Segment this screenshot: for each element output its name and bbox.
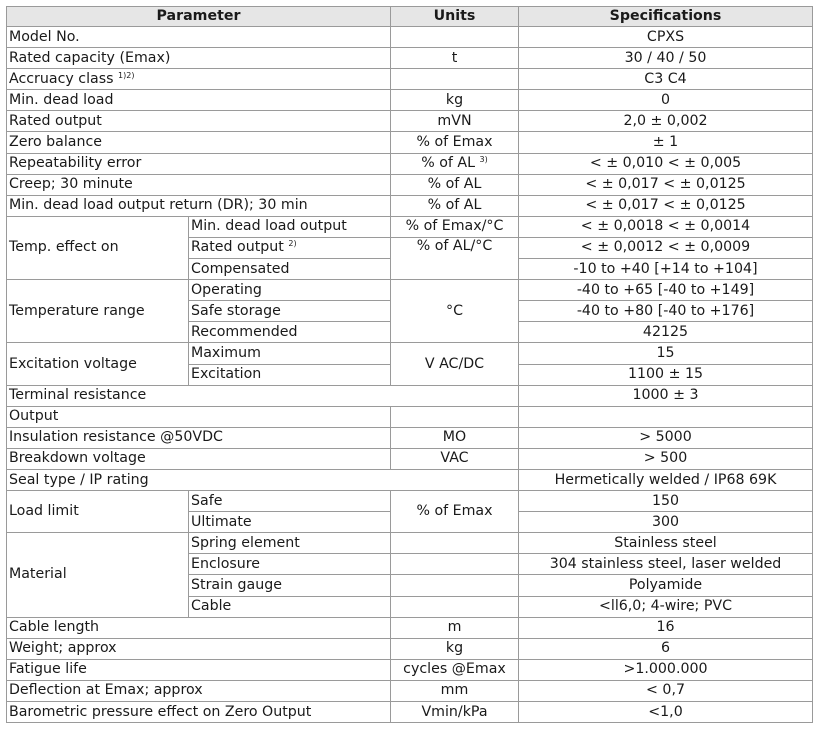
- spec-cell: >1.000.000: [519, 659, 813, 680]
- units-cell: [391, 153, 519, 174]
- spec-cell: < ± 0,017 < ± 0,0125: [519, 174, 813, 195]
- table-row: [7, 533, 813, 554]
- sub-label: Maximum: [189, 343, 391, 364]
- spec-cell: Hermetically welded / IP68 69K: [519, 469, 813, 490]
- param-label: Repeatability error: [7, 153, 391, 174]
- table-row: [7, 448, 813, 469]
- table-row: [7, 195, 813, 216]
- sub-label: Min. dead load output: [189, 216, 391, 237]
- spec-cell: 15: [519, 343, 813, 364]
- group-label: Load limit: [7, 491, 189, 533]
- spec-cell: > 5000: [519, 427, 813, 448]
- spec-cell: 0: [519, 90, 813, 111]
- units-cell: [391, 554, 519, 575]
- param-label: Min. dead load output return (DR); 30 min: [7, 195, 391, 216]
- units-text: % of AL: [421, 155, 476, 172]
- param-label: Creep; 30 minute: [7, 174, 391, 195]
- param-label: Min. dead load: [7, 90, 391, 111]
- param-label: Insulation resistance @50VDC: [7, 427, 391, 448]
- sub-label: Ultimate: [189, 512, 391, 533]
- units-cell: % of AL/°C: [391, 237, 519, 279]
- param-label: Model No.: [7, 27, 391, 48]
- param-label-text: Accruacy class: [9, 70, 114, 87]
- units-cell: m: [391, 617, 519, 638]
- spec-cell: 304 stainless steel, laser welded: [519, 554, 813, 575]
- param-label: Cable length: [7, 617, 391, 638]
- spec-cell: Polyamide: [519, 575, 813, 596]
- sub-label: Spring element: [189, 533, 391, 554]
- units-cell: % of Emax/°C: [391, 216, 519, 237]
- units-cell: kg: [391, 638, 519, 659]
- units-cell: [391, 533, 519, 554]
- table-row: [7, 280, 813, 301]
- sub-label: Enclosure: [189, 554, 391, 575]
- spec-cell: <1,0: [519, 702, 813, 723]
- sub-label: Cable: [189, 596, 391, 617]
- table-row: [7, 406, 813, 427]
- param-label: Rated capacity (Emax): [7, 48, 391, 69]
- param-label: Seal type / IP rating: [7, 469, 519, 490]
- spec-cell: < 0,7: [519, 680, 813, 701]
- table-row: [7, 427, 813, 448]
- spec-cell: Stainless steel: [519, 533, 813, 554]
- param-label: Deflection at Emax; approx: [7, 680, 391, 701]
- table-row: [7, 48, 813, 69]
- table-row: [7, 702, 813, 723]
- table-row: [7, 27, 813, 48]
- spec-cell: -40 to +65 [-40 to +149]: [519, 280, 813, 301]
- units-cell: V AC/DC: [391, 343, 519, 385]
- param-label: Fatigue life: [7, 659, 391, 680]
- spec-cell: > 500: [519, 448, 813, 469]
- header-row: [7, 7, 813, 27]
- sub-label: Safe storage: [189, 301, 391, 322]
- param-label: Zero balance: [7, 132, 391, 153]
- spec-cell: [519, 406, 813, 427]
- table-row: [7, 153, 813, 174]
- table-row: [7, 638, 813, 659]
- units-cell: mm: [391, 680, 519, 701]
- units-cell: VAC: [391, 448, 519, 469]
- units-cell: mVN: [391, 111, 519, 132]
- header-specifications: Specifications: [519, 7, 813, 27]
- table-row: [7, 69, 813, 90]
- footnote-ref: 1)2): [118, 70, 135, 80]
- table-row: [7, 216, 813, 237]
- param-label: Barometric pressure effect on Zero Output: [7, 702, 391, 723]
- spec-cell: < ± 0,010 < ± 0,005: [519, 153, 813, 174]
- sub-label: Safe: [189, 491, 391, 512]
- param-label: Output: [7, 406, 391, 427]
- units-cell: % of AL: [391, 195, 519, 216]
- spec-cell: ± 1: [519, 132, 813, 153]
- units-cell: [391, 69, 519, 90]
- units-cell: [391, 406, 519, 427]
- spec-cell: 2,0 ± 0,002: [519, 111, 813, 132]
- spec-cell: 42125: [519, 322, 813, 343]
- table-row: [7, 174, 813, 195]
- spec-cell: -10 to +40 [+14 to +104]: [519, 259, 813, 280]
- table-row: [7, 343, 813, 364]
- table-row: [7, 469, 813, 490]
- spec-cell: 6: [519, 638, 813, 659]
- spec-cell: <ll6,0; 4-wire; PVC: [519, 596, 813, 617]
- units-cell: MO: [391, 427, 519, 448]
- table-row: [7, 90, 813, 111]
- spec-cell: < ± 0,0012 < ± 0,0009: [519, 237, 813, 258]
- spec-cell: < ± 0,0018 < ± 0,0014: [519, 216, 813, 237]
- units-cell: [391, 27, 519, 48]
- units-cell: % of Emax: [391, 132, 519, 153]
- table-row: [7, 659, 813, 680]
- sub-label: Compensated: [189, 259, 391, 280]
- sub-label-text: Rated output: [191, 239, 284, 256]
- spec-cell: 1000 ± 3: [519, 385, 813, 406]
- table-row: [7, 680, 813, 701]
- param-label: Rated output: [7, 111, 391, 132]
- units-cell: t: [391, 48, 519, 69]
- spec-cell: 30 / 40 / 50: [519, 48, 813, 69]
- table-row: [7, 491, 813, 512]
- header-parameter: Parameter: [7, 7, 391, 27]
- units-cell: % of Emax: [391, 491, 519, 533]
- spec-cell: CPXS: [519, 27, 813, 48]
- sub-label: Excitation: [189, 364, 391, 385]
- param-label: [7, 69, 391, 90]
- spec-cell: C3 C4: [519, 69, 813, 90]
- units-cell: cycles @Emax: [391, 659, 519, 680]
- group-label: Excitation voltage: [7, 343, 189, 385]
- spec-cell: < ± 0,017 < ± 0,0125: [519, 195, 813, 216]
- spec-cell: 150: [519, 491, 813, 512]
- units-cell: [391, 596, 519, 617]
- units-cell: kg: [391, 90, 519, 111]
- footnote-ref: 3): [479, 155, 488, 165]
- group-label: Temperature range: [7, 280, 189, 343]
- sub-label: [189, 237, 391, 258]
- table-row: [7, 617, 813, 638]
- param-label: Terminal resistance: [7, 385, 519, 406]
- units-cell: [391, 575, 519, 596]
- spec-cell: 16: [519, 617, 813, 638]
- spec-cell: 1100 ± 15: [519, 364, 813, 385]
- units-cell: % of AL: [391, 174, 519, 195]
- footnote-ref: 2): [288, 239, 297, 249]
- spec-cell: -40 to +80 [-40 to +176]: [519, 301, 813, 322]
- sub-label: Recommended: [189, 322, 391, 343]
- sub-label: Operating: [189, 280, 391, 301]
- units-cell: Vmin/kPa: [391, 702, 519, 723]
- param-label: Breakdown voltage: [7, 448, 391, 469]
- spec-cell: 300: [519, 512, 813, 533]
- sub-label: Strain gauge: [189, 575, 391, 596]
- units-cell: °C: [391, 280, 519, 343]
- param-label: Weight; approx: [7, 638, 391, 659]
- group-label: Temp. effect on: [7, 216, 189, 279]
- table-row: [7, 132, 813, 153]
- header-units: Units: [391, 7, 519, 27]
- specifications-table: [6, 6, 813, 723]
- group-label: Material: [7, 533, 189, 617]
- table-row: [7, 385, 813, 406]
- table-row: [7, 111, 813, 132]
